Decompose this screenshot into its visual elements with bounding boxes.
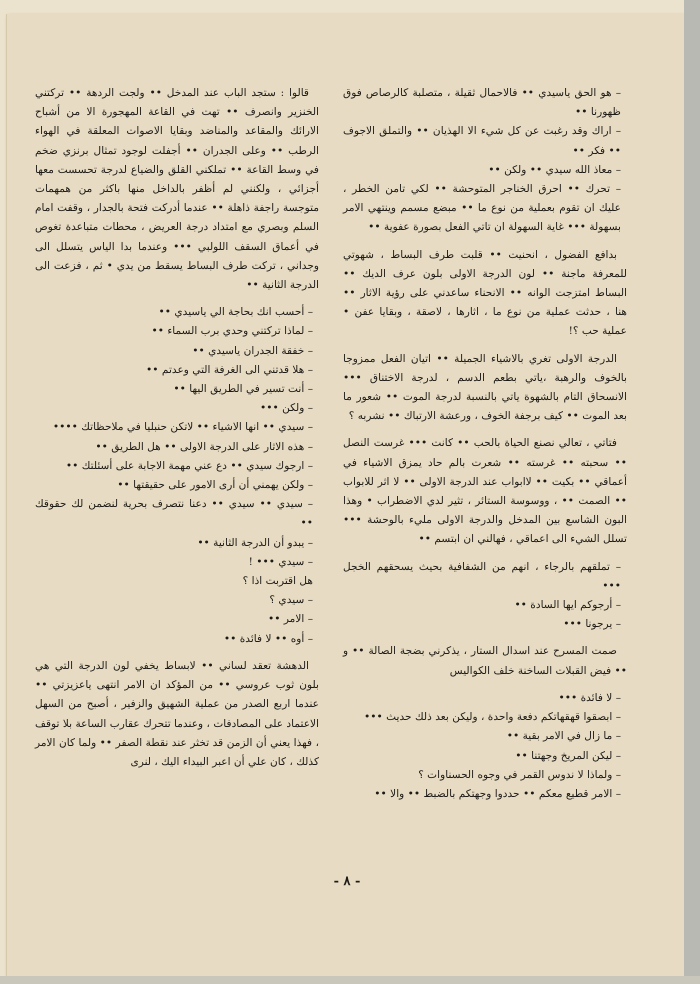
dialogue-line: – ليكن المريخ وجهتنا ••: [515, 749, 621, 762]
dialogue-line: – ما زال في الامر بقية ••: [506, 730, 621, 743]
dialogue-line: – تملقهم بالرجاء ، انهم من الشفافية بحيث يسحقهم الخجل •••: [343, 560, 621, 592]
dialogue-line: هل اقتربت اذا ؟: [242, 575, 313, 588]
dialogue-line: – يبدو أن الدرجة الثانية ••: [197, 536, 313, 549]
dialogue-line: – معاذ الله سيدي •• ولكن ••: [488, 163, 621, 176]
text-paragraph: فتاتي ، تعالي نصنع الحياة بالحب •• كانت ••• غرست النصل •• سحبته •• غرسته •• شعرت بالم حاد يمزق الاشياء في أعماقي •• بكيت •• لاابواب عند الدرجة الاولى •• لا اثر للابواب •• الصمت •• ، ووسوسة الستائر ، تثير لدي الاضطراب • وهذا البون الشاسع بين المدخل والدرجة الاولى مليء بالوحشة ••• تسلل الشيء الى اعماقي ، فهالني ان ابتسم ••: [343, 437, 627, 546]
dialogue-line: – هذه الاثار على الدرجة الاولى •• هل الطريق ••: [95, 440, 313, 453]
text-paragraph: بدافع الفضول ، انحنيت •• قلبت طرف البساط ، شهوتي للمعرفة ماجنة •• لون الدرجة الاولى بلون عرف الديك •• البساط امتزجت الوانه •• الانحناء ساعدني على رؤية الاثار •• هنا ، حدثت عملية من نوع ما ، اثارها ، لاصقة ، وبقايا عفن • عملية حب ؟!: [343, 248, 627, 338]
text-paragraph: صمت المسرح عند اسدال الستار ، يذكرني بضجة الصالة •• و •• فيض القبلات الساخنة خلف الكواليس: [343, 645, 627, 677]
dialogue-line: – خفقة الجدران ياسيدي ••: [192, 344, 313, 357]
dialogue-line: – أوه •• لا فائدة ••: [223, 632, 313, 645]
dialogue-line: – اراك وقد رغبت عن كل شيء الا الهذيان •• والتملق الاجوف •• فكر ••: [343, 125, 621, 157]
dialogue-line: – ابصقوا قهقهاتكم دفعة واحدة ، وليكن بعد ذلك حديث •••: [364, 711, 621, 724]
dialogue-line: – لا فائدة •••: [558, 691, 621, 704]
dialogue-line: – سيدي •• انها الاشياء •• لاتكن حنبليا في ملاحظاتك ••••: [52, 421, 313, 434]
page-number: - ٨ -: [333, 874, 361, 889]
dialogue-line: – ولماذا لا ندوس القمر في وجوه الحسناوات ؟: [418, 768, 621, 781]
dialogue-line: – هلا قدتني الى الغرفة التي وعدتم ••: [146, 363, 313, 376]
text-paragraph: الدهشة تعقد لساني •• لابساط يخفي لون الدرجة التي هي بلون ثوب عروسي •• من المؤكد ان الامر انتهى ياعزيزتي •• عندما اربع الصدر من عملية الشهيق والزفير ، أصبح من السهل الاعتماد على المصادفات ، وعندما تتحرك عقارب الساعة بلا توقف ، فهذا يعني أن الزمن قد تخثر عند نقطة الصفر •• ولما كان الامر كذلك ، كان علي أن اعبر البيداء اليك ، لنرى: [35, 659, 319, 768]
left-text-column: [35, 84, 319, 772]
dialogue-line: – ارجوك سيدي •• دع عني مهمة الاجابة على أسئلتك ••: [65, 459, 313, 472]
dialogue-line: – ولكن •••: [259, 402, 313, 415]
dialogue-line: – أحسب انك بحاجة الي ياسيدي ••: [158, 306, 313, 319]
dialogue-line: – ولكن يهمني أن أرى الامور على حقيقتها ••: [117, 479, 313, 492]
scan-edge-bottom: [0, 976, 700, 984]
dialogue-line: – سيدي ••• !: [248, 555, 313, 568]
dialogue-line: – هو الحق ياسيدي •• فالاحمال ثقيلة ، متصلبة كالرصاص فوق ظهورنا ••: [343, 87, 621, 119]
dialogue-line: – سيدي •• سيدي •• دعنا نتصرف بحرية لنضمن لك حقوقك ••: [35, 498, 313, 530]
dialogue-line: – لماذا تركتني وحدي برب السماء ••: [151, 325, 313, 338]
right-text-column: [343, 84, 627, 804]
scan-edge-right: [684, 0, 700, 984]
dialogue-line: – أنت تسير في الطريق اليها ••: [173, 383, 313, 396]
text-paragraph: قالوا : ستجد الباب عند المدخل •• ولجت الردهة •• تركتني الخنزير وانصرف •• تهت في القاعة المهجورة الا من أشباح الارائك والمقاعد والمناضد وبقايا الاصوات المعلقة في الهواء الرطب •• وعلى الجدران •• أجفلت لوجود تمثال برنزي ضخم في وسط القاعة •• تملكني القلق والضياع لدرجة تحسست معها أجزائي ، ولكنني لم أظفر بالداخل منها باكثر من همهمات متوجسة راجفة ذاهلة •• عندما أدركت فتحة بالجدار ، وقفت امام السلم وبصري مع امتداد درجة العريض ، محطات متباعدة تغوص في أعماق السقف اللولبي ••• وعندما بدا الياس يتسلل الى وجداني ، تركت طرف البساط يسقط من يدي • ثم ، فزعت الى الدرجة الثانية ••: [35, 87, 319, 292]
dialogue-line: – أرجوكم ايها السادة ••: [514, 599, 621, 612]
dialogue-line: – الامر ••: [267, 613, 313, 626]
dialogue-line: – تحرك •• احرق الخناجر المتوحشة •• لكي تامن الخطر ، عليك ان تقوم بعملية من نوع ما •• مبضع مسمم وينتهي الامر بسهولة ••• غاية السهولة ان تاتي الفعل بصورة عفوية ••: [343, 183, 621, 234]
dialogue-line: – الامر قطيع معكم •• حددوا وجهتكم بالضبط •• والا ••: [374, 787, 621, 800]
book-page: [6, 14, 685, 976]
dialogue-line: – سيدي ؟: [269, 594, 313, 607]
text-paragraph: الدرجة الاولى تغري بالاشياء الجميلة •• اتيان الفعل ممزوجا بالخوف والرهبة ،ياتي بطعم الدسم ، لدرجة الاختناق ••• الانسحاق التام بالشهوة ياتي بالنسبة لدرجة الموت •• شعور ما بعد الموت •• كيف برجفة الخوف ، ورعشة الارتباك •• نشربه ؟: [343, 352, 627, 423]
dialogue-line: – يرجونا •••: [563, 618, 621, 631]
